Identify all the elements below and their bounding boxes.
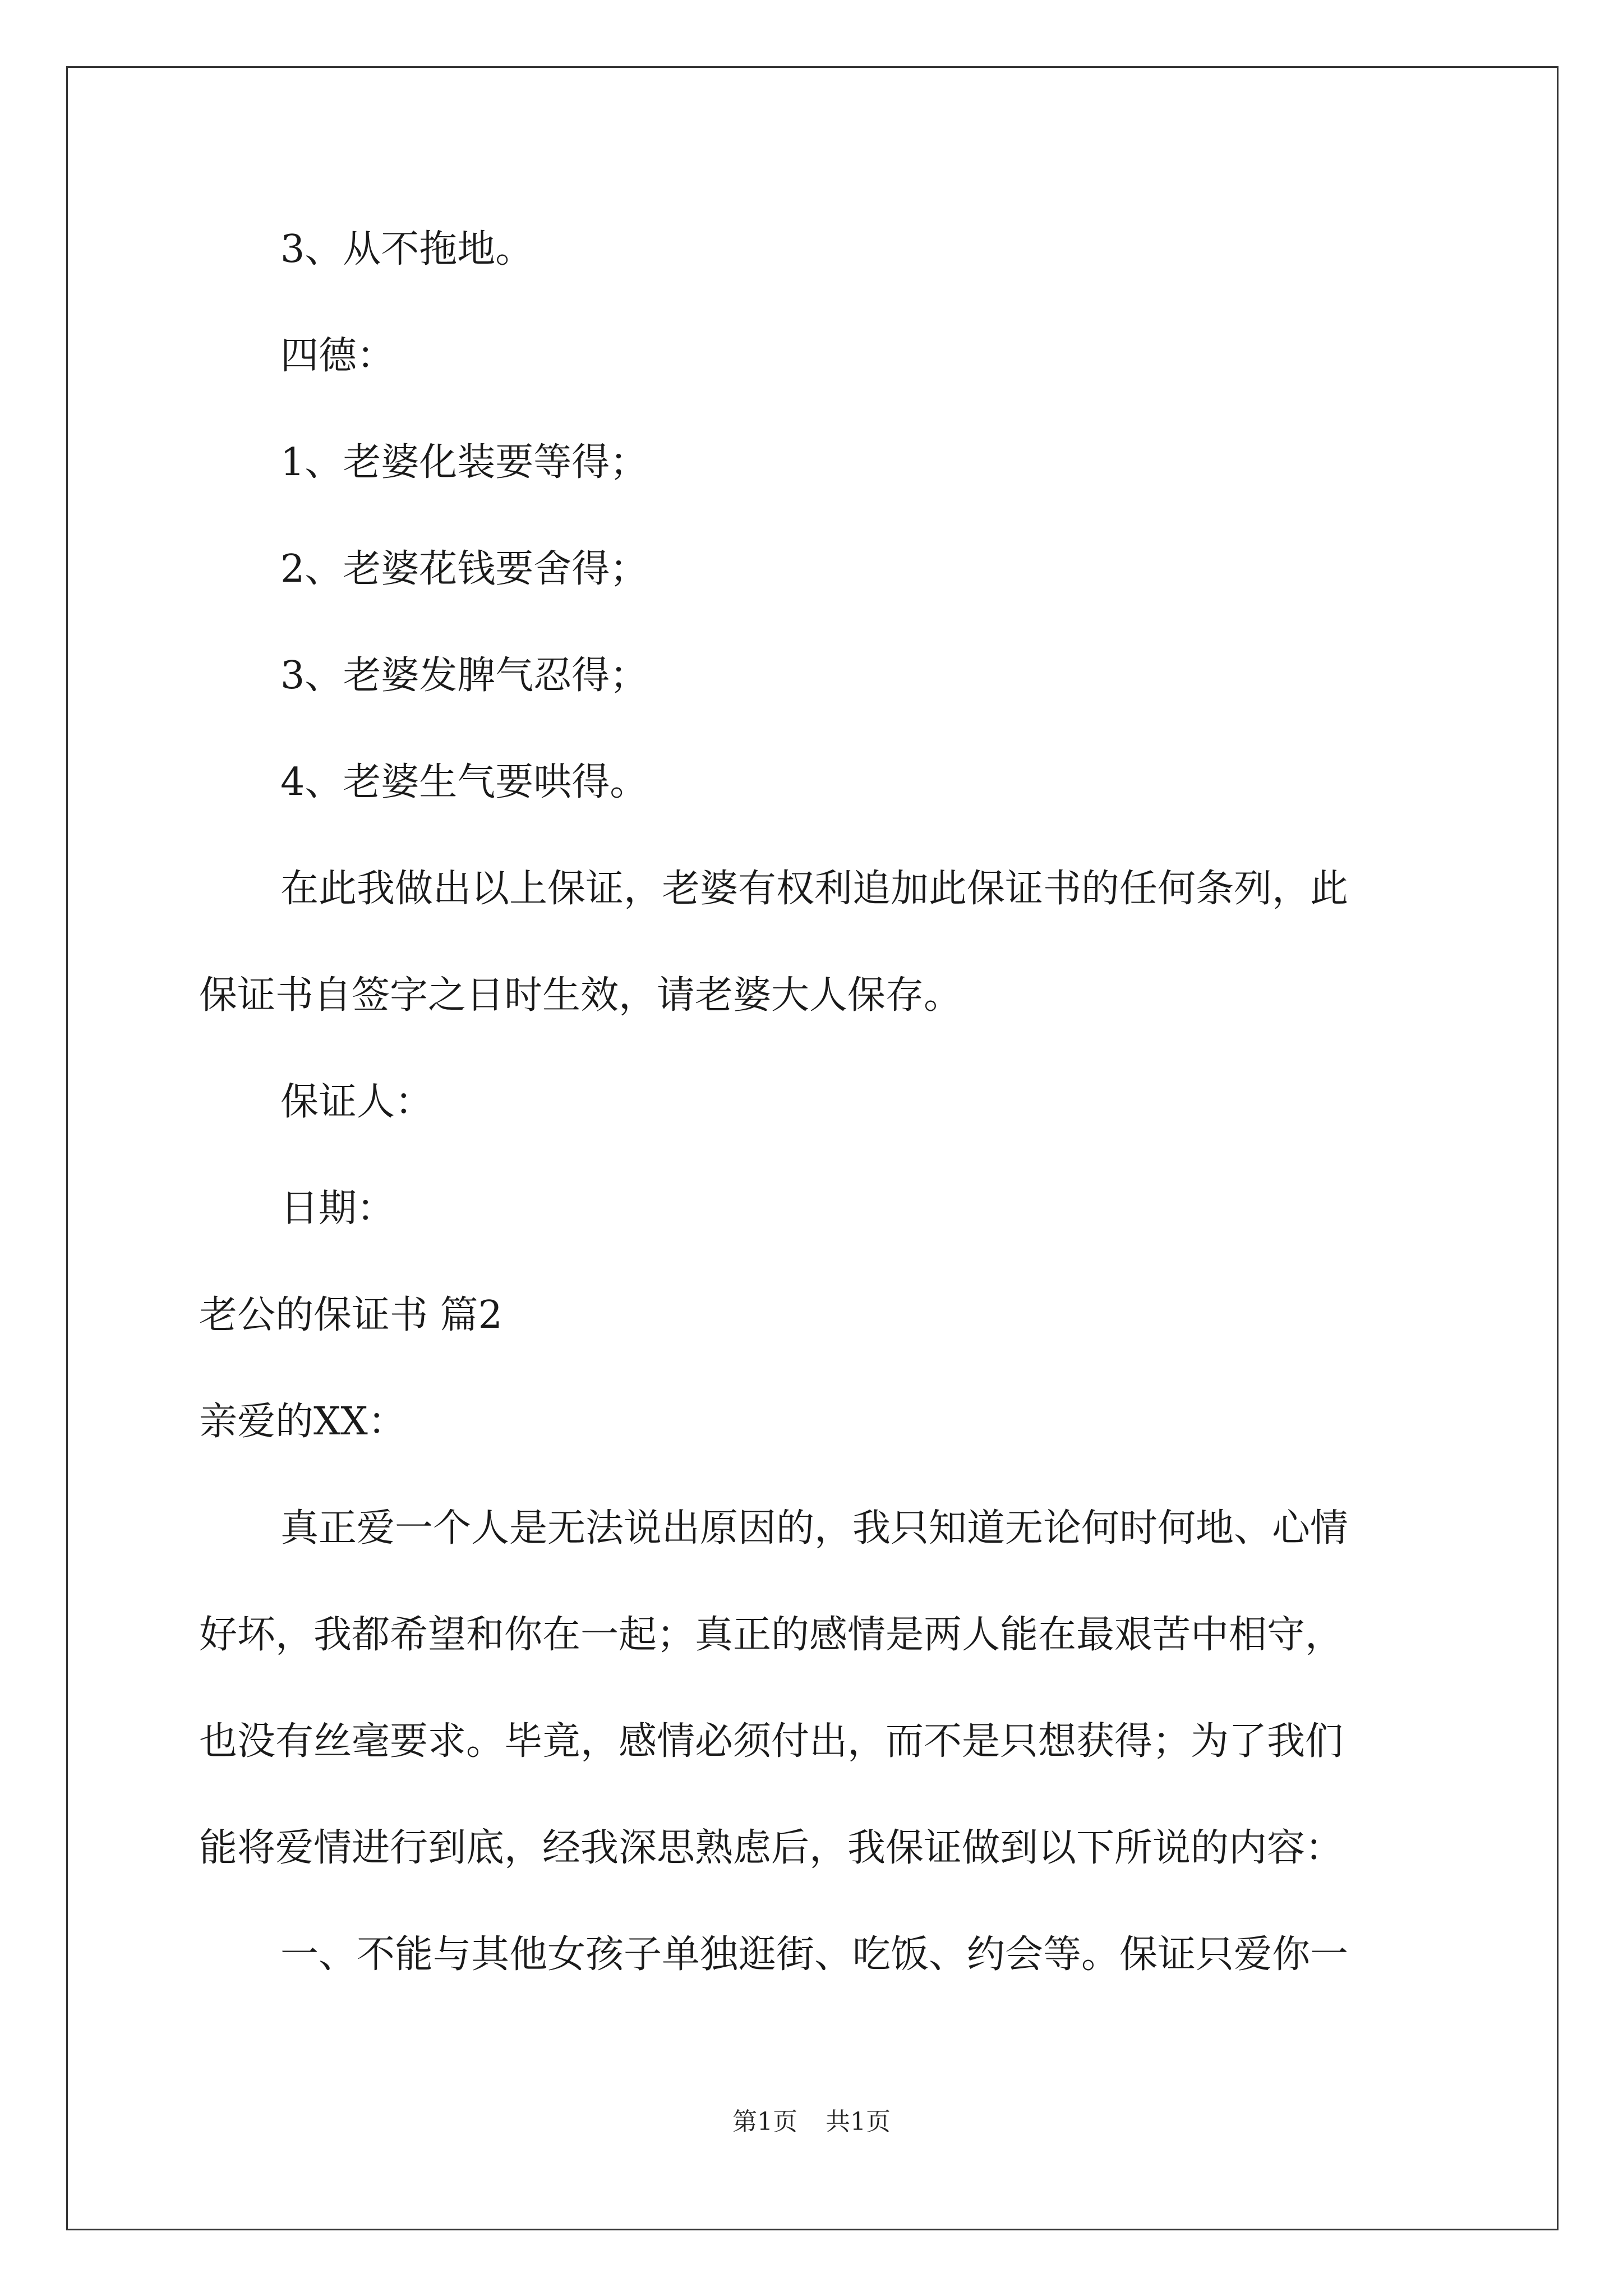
paragraph-line: 保证书自签字之日时生效，请老婆大人保存。: [199, 973, 962, 1018]
signature-label: 保证人：: [280, 1080, 434, 1124]
list-item: 1、老婆化装要等得；: [280, 440, 648, 485]
date-label: 日期：: [280, 1186, 395, 1231]
section-heading: 四德：: [280, 334, 395, 378]
article-title: 老公的保证书 篇2: [199, 1293, 502, 1337]
page-border: [66, 66, 1559, 2230]
paragraph-line: 能将爱情进行到底，经我深思熟虑后，我保证做到以下所说的内容：: [199, 1826, 1344, 1870]
list-item: 4、老婆生气要哄得。: [280, 760, 648, 804]
page-number: 第1页: [732, 2108, 797, 2136]
paragraph-line: 也没有丝毫要求。毕竟，感情必须付出，而不是只想获得；为了我们: [199, 1719, 1344, 1764]
list-item: 3、老婆发脾气忍得；: [280, 654, 648, 698]
list-item: 2、老婆花钱要舍得；: [280, 547, 648, 591]
paragraph-line: 在此我做出以上保证，老婆有权利追加此保证书的任何条列，此: [280, 867, 1349, 911]
list-item: 3、从不拖地。: [280, 227, 534, 272]
page-count: 共1页: [826, 2108, 891, 2136]
paragraph-line: 一、不能与其他女孩子单独逛街、吃饭、约会等。保证只爱你一: [280, 1932, 1349, 1977]
paragraph-line: 好坏，我都希望和你在一起；真正的感情是两人能在最艰苦中相守，: [199, 1613, 1344, 1657]
salutation: 亲爱的XX：: [199, 1400, 406, 1444]
page-footer: [0, 2106, 1623, 2138]
paragraph-line: 真正爱一个人是无法说出原因的，我只知道无论何时何地、心情: [280, 1506, 1349, 1550]
